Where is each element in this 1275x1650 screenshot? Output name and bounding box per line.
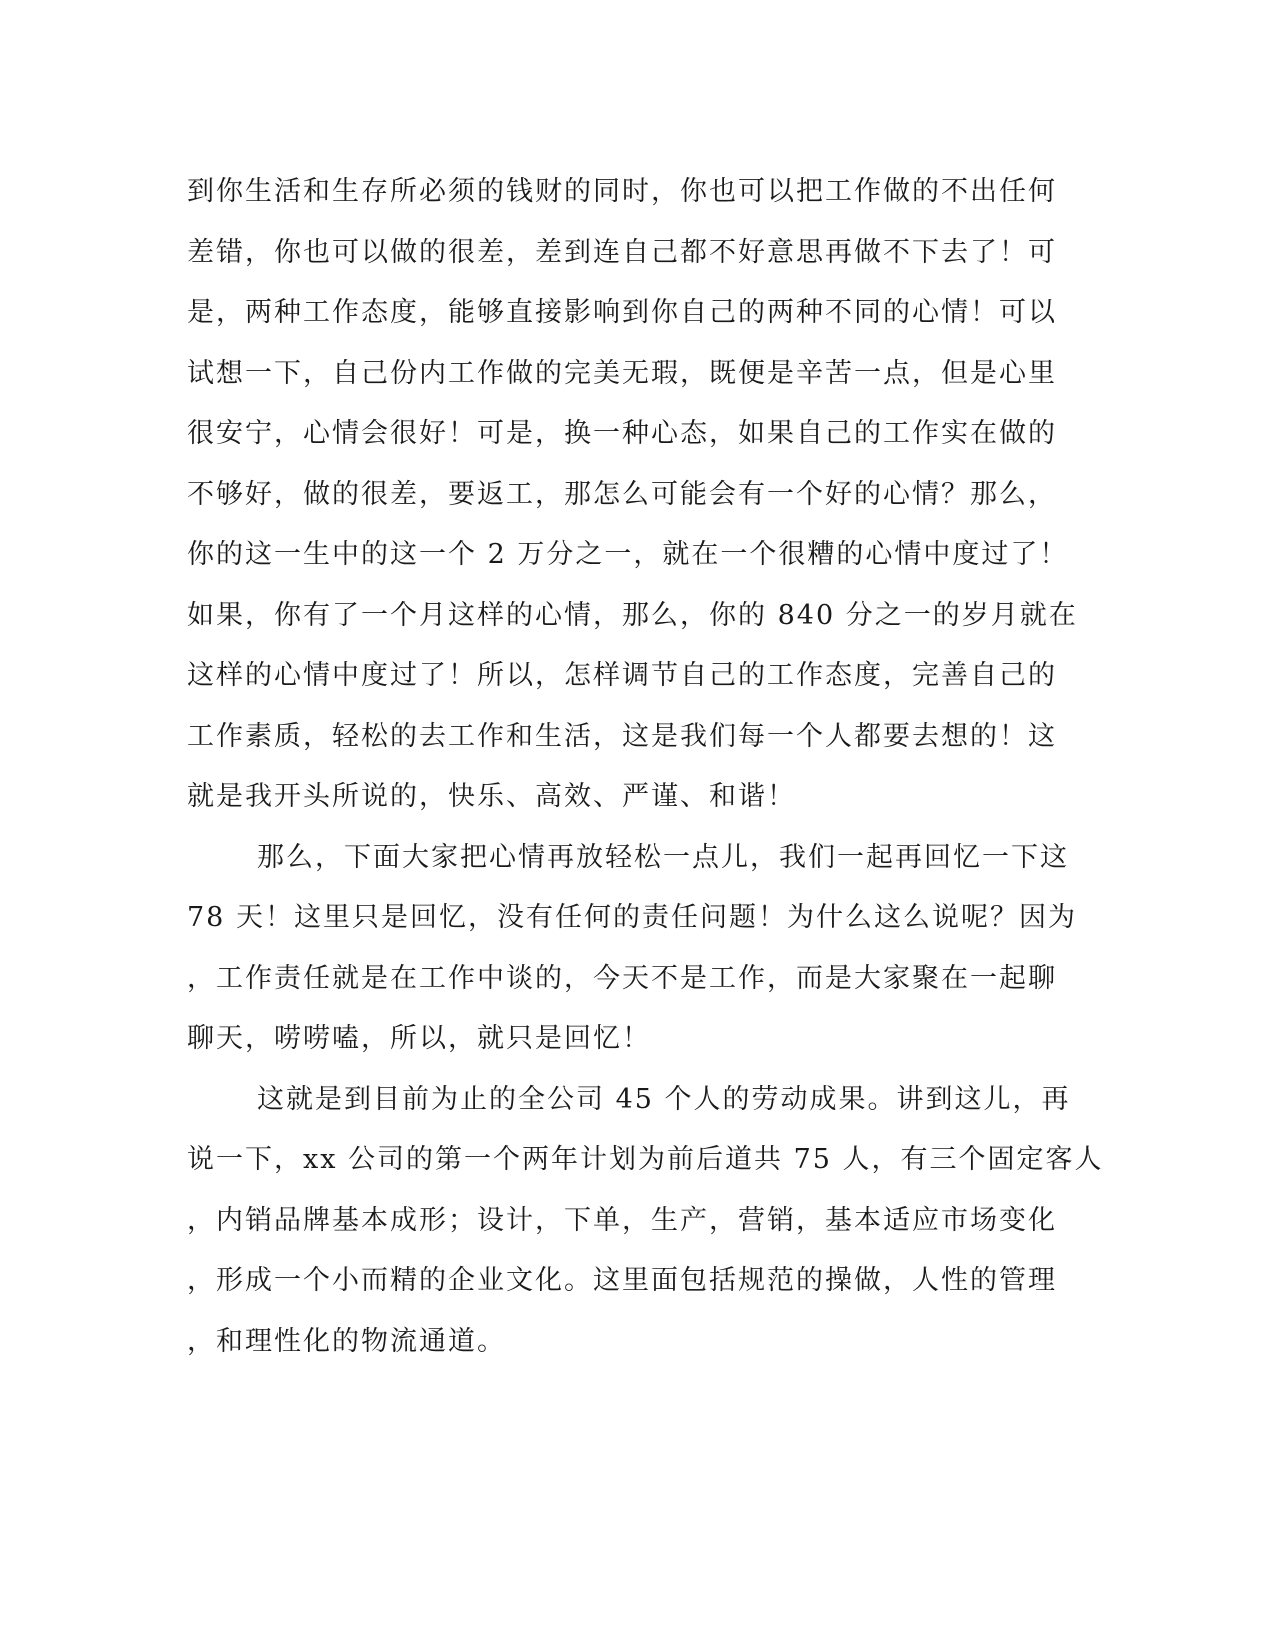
text-line: 就是我开头所说的，快乐、高效、严谨、和谐！	[187, 781, 796, 812]
text-line: 是，两种工作态度，能够直接影响到你自己的两种不同的心情！可以	[187, 297, 1057, 328]
text-line: 如果，你有了一个月这样的心情，那么，你的 840 分之一的岁月就在	[187, 599, 1078, 631]
text-line: 你的这一生中的这一个 2 万分之一，就在一个很糟的心情中度过了！	[187, 539, 1069, 570]
text-line: 这样的心情中度过了！所以，怎样调节自己的工作态度，完善自己的	[187, 660, 1057, 691]
paragraph-3	[187, 1070, 1104, 1373]
text-line: 不够好，做的很差，要返工，那怎么可能会有一个好的心情？那么，	[187, 478, 1057, 510]
text-line: 很安宁，心情会很好！可是，换一种心态，如果自己的工作实在做的	[187, 418, 1057, 449]
document-body	[187, 162, 1104, 1372]
text-line: ，形成一个小而精的企业文化。这里面包括规范的操做，人性的管理	[187, 1265, 1057, 1296]
paragraph-1	[187, 162, 1078, 828]
text-line: ，和理性化的物流通道。	[187, 1325, 506, 1357]
text-line: 差错，你也可以做的很差，差到连自己都不好意思再做不下去了！可	[187, 236, 1057, 268]
paragraph-2	[187, 828, 1077, 1070]
text-line: 说一下，xx 公司的第一个两年计划为前后道共 75 人，有三个固定客人	[187, 1144, 1104, 1175]
text-line: 试想一下，自己份内工作做的完美无瑕，既便是辛苦一点，但是心里	[187, 357, 1057, 389]
text-line: ，工作责任就是在工作中谈的，今天不是工作，而是大家聚在一起聊	[187, 962, 1057, 994]
text-line: ，内销品牌基本成形；设计，下单，生产，营销，基本适应市场变化	[187, 1204, 1057, 1236]
text-line: 78 天！这里只是回忆，没有任何的责任问题！为什么这么说呢？因为	[187, 902, 1077, 933]
text-line: 那么，下面大家把心情再放轻松一点儿，我们一起再回忆一下这	[257, 841, 1069, 873]
text-line: 聊天，唠唠嗑，所以，就只是回忆！	[187, 1023, 651, 1054]
text-line: 这就是到目前为止的全公司 45 个人的劳动成果。讲到这儿，再	[257, 1083, 1071, 1115]
text-line: 到你生活和生存所必须的钱财的同时，你也可以把工作做的不出任何	[187, 176, 1057, 207]
text-line: 工作素质，轻松的去工作和生活，这是我们每一个人都要去想的！这	[187, 720, 1057, 752]
